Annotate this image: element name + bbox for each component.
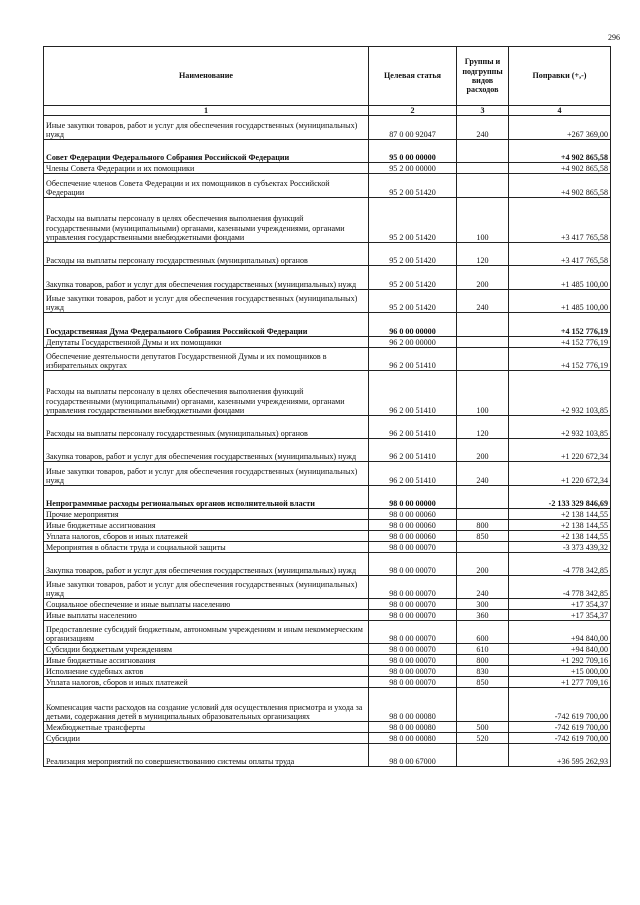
table-row xyxy=(44,621,611,644)
row-target-article: 96 2 00 51410 xyxy=(369,371,457,416)
row-name: Непрограммные расходы региональных органов исполнительной власти xyxy=(44,486,369,509)
row-amendment-amount: +4 152 776,19 xyxy=(509,313,611,337)
row-target-article: 98 0 00 00080 xyxy=(369,688,457,722)
table-row xyxy=(44,290,611,313)
table-row xyxy=(44,610,611,621)
row-name: Иные закупки товаров, работ и услуг для обеспечения государственных (муниципальных) нужд xyxy=(44,576,369,599)
row-target-article: 98 0 00 00070 xyxy=(369,644,457,655)
row-expense-group: 100 xyxy=(457,198,509,243)
row-expense-group: 850 xyxy=(457,531,509,542)
row-name: Субсидии бюджетным учреждениям xyxy=(44,644,369,655)
row-target-article: 95 2 00 51420 xyxy=(369,266,457,290)
column-number: 3 xyxy=(457,106,509,116)
row-amendment-amount: +1 220 672,34 xyxy=(509,462,611,486)
table-row xyxy=(44,140,611,163)
row-target-article: 96 2 00 00000 xyxy=(369,337,457,348)
row-name: Иные закупки товаров, работ и услуг для обеспечения государственных (муниципальных) нужд xyxy=(44,462,369,486)
row-expense-group xyxy=(457,337,509,348)
row-amendment-amount: +17 354,37 xyxy=(509,610,611,621)
row-amendment-amount: +1 485 100,00 xyxy=(509,266,611,290)
row-target-article: 96 2 00 51410 xyxy=(369,416,457,439)
row-expense-group: 520 xyxy=(457,733,509,744)
row-target-article: 96 0 00 00000 xyxy=(369,313,457,337)
row-name: Исполнение судебных актов xyxy=(44,666,369,677)
row-expense-group: 500 xyxy=(457,722,509,733)
row-name: Уплата налогов, сборов и иных платежей xyxy=(44,531,369,542)
row-name: Совет Федерации Федерального Собрания Российской Федерации xyxy=(44,140,369,163)
table-row xyxy=(44,655,611,666)
row-name: Закупка товаров, работ и услуг для обеспечения государственных (муниципальных) нужд xyxy=(44,439,369,462)
row-expense-group: 240 xyxy=(457,290,509,313)
row-amendment-amount: -3 373 439,32 xyxy=(509,542,611,553)
row-name: Иные бюджетные ассигнования xyxy=(44,655,369,666)
row-name: Члены Совета Федерации и их помощники xyxy=(44,163,369,174)
row-expense-group: 610 xyxy=(457,644,509,655)
row-name: Мероприятия в области труда и социальной защиты xyxy=(44,542,369,553)
header-target-article: Целевая статья xyxy=(369,47,457,106)
row-name: Расходы на выплаты персоналу государственных (муниципальных) органов xyxy=(44,243,369,266)
row-amendment-amount: +2 138 144,55 xyxy=(509,520,611,531)
row-name: Иные выплаты населению xyxy=(44,610,369,621)
row-name: Межбюджетные трансферты xyxy=(44,722,369,733)
table-header-row xyxy=(44,47,611,106)
row-expense-group xyxy=(457,542,509,553)
row-target-article: 98 0 00 00070 xyxy=(369,621,457,644)
row-name: Обеспечение членов Совета Федерации и их помощников в субъектах Российской Федерации xyxy=(44,174,369,198)
row-expense-group xyxy=(457,174,509,198)
row-expense-group: 200 xyxy=(457,439,509,462)
row-target-article: 98 0 00 00070 xyxy=(369,599,457,610)
row-amendment-amount: +4 152 776,19 xyxy=(509,348,611,371)
header-expense-groups: Группы и подгруппы видов расходов xyxy=(457,47,509,106)
row-amendment-amount: +267 369,00 xyxy=(509,116,611,140)
row-amendment-amount: +4 152 776,19 xyxy=(509,337,611,348)
table-row xyxy=(44,576,611,599)
row-target-article: 96 2 00 51410 xyxy=(369,462,457,486)
row-target-article: 98 0 00 00070 xyxy=(369,553,457,576)
row-amendment-amount: +36 595 262,93 xyxy=(509,744,611,767)
row-amendment-amount: +2 138 144,55 xyxy=(509,531,611,542)
row-target-article: 95 2 00 00000 xyxy=(369,163,457,174)
table-row xyxy=(44,439,611,462)
row-target-article: 98 0 00 00080 xyxy=(369,722,457,733)
row-target-article: 98 0 00 00060 xyxy=(369,509,457,520)
table-row xyxy=(44,266,611,290)
row-target-article: 95 0 00 00000 xyxy=(369,140,457,163)
row-name: Предоставление субсидий бюджетным, автономным учреждениям и иным некоммерческим организациям xyxy=(44,621,369,644)
row-amendment-amount: +1 485 100,00 xyxy=(509,290,611,313)
row-amendment-amount: -742 619 700,00 xyxy=(509,722,611,733)
row-expense-group: 240 xyxy=(457,116,509,140)
table-row xyxy=(44,243,611,266)
row-amendment-amount: -4 778 342,85 xyxy=(509,553,611,576)
row-amendment-amount: -742 619 700,00 xyxy=(509,688,611,722)
row-name: Иные бюджетные ассигнования xyxy=(44,520,369,531)
row-name: Государственная Дума Федерального Собрания Российской Федерации xyxy=(44,313,369,337)
row-target-article: 98 0 00 00070 xyxy=(369,610,457,621)
row-amendment-amount: +1 277 709,16 xyxy=(509,677,611,688)
table-body xyxy=(44,116,611,767)
row-expense-group xyxy=(457,313,509,337)
column-number: 2 xyxy=(369,106,457,116)
column-number-row xyxy=(44,106,611,116)
row-expense-group: 830 xyxy=(457,666,509,677)
row-expense-group: 850 xyxy=(457,677,509,688)
row-name: Прочие мероприятия xyxy=(44,509,369,520)
table-row xyxy=(44,542,611,553)
row-amendment-amount: +3 417 765,58 xyxy=(509,198,611,243)
row-amendment-amount: +4 902 865,58 xyxy=(509,174,611,198)
row-expense-group: 600 xyxy=(457,621,509,644)
row-expense-group: 200 xyxy=(457,553,509,576)
row-target-article: 98 0 00 67000 xyxy=(369,744,457,767)
row-target-article: 98 0 00 00070 xyxy=(369,542,457,553)
row-name: Расходы на выплаты персоналу в целях обеспечения выполнения функций государственными (муниципальными) органами, казенными учреждениями, органами управления государственными внебюджетными фондами xyxy=(44,371,369,416)
table-row xyxy=(44,733,611,744)
row-expense-group xyxy=(457,348,509,371)
row-name: Закупка товаров, работ и услуг для обеспечения государственных (муниципальных) нужд xyxy=(44,553,369,576)
row-expense-group: 240 xyxy=(457,576,509,599)
row-target-article: 98 0 00 00060 xyxy=(369,531,457,542)
row-expense-group: 800 xyxy=(457,655,509,666)
table-row xyxy=(44,744,611,767)
row-target-article: 98 0 00 00070 xyxy=(369,677,457,688)
row-expense-group xyxy=(457,744,509,767)
header-name: Наименование xyxy=(44,47,369,106)
row-target-article: 98 0 00 00080 xyxy=(369,733,457,744)
row-amendment-amount: +2 932 103,85 xyxy=(509,416,611,439)
row-target-article: 95 2 00 51420 xyxy=(369,198,457,243)
row-target-article: 95 2 00 51420 xyxy=(369,174,457,198)
table-row xyxy=(44,174,611,198)
row-expense-group xyxy=(457,688,509,722)
table-row xyxy=(44,348,611,371)
row-expense-group: 300 xyxy=(457,599,509,610)
table-row xyxy=(44,688,611,722)
table-row xyxy=(44,677,611,688)
row-name: Иные закупки товаров, работ и услуг для обеспечения государственных (муниципальных) нужд xyxy=(44,290,369,313)
row-amendment-amount: +4 902 865,58 xyxy=(509,163,611,174)
row-expense-group: 240 xyxy=(457,462,509,486)
table-row xyxy=(44,416,611,439)
table-row xyxy=(44,644,611,655)
row-target-article: 87 0 00 92047 xyxy=(369,116,457,140)
row-name: Реализация мероприятий по совершенствованию системы оплаты труда xyxy=(44,744,369,767)
row-amendment-amount: -742 619 700,00 xyxy=(509,733,611,744)
page-number: 296 xyxy=(608,33,620,42)
row-name: Иные закупки товаров, работ и услуг для обеспечения государственных (муниципальных) нужд xyxy=(44,116,369,140)
row-expense-group: 120 xyxy=(457,416,509,439)
row-expense-group: 360 xyxy=(457,610,509,621)
row-target-article: 95 2 00 51420 xyxy=(369,243,457,266)
row-amendment-amount: +2 138 144,55 xyxy=(509,509,611,520)
table-row xyxy=(44,531,611,542)
row-target-article: 98 0 00 00000 xyxy=(369,486,457,509)
table-row xyxy=(44,371,611,416)
table-row xyxy=(44,722,611,733)
row-target-article: 98 0 00 00060 xyxy=(369,520,457,531)
row-amendment-amount: +3 417 765,58 xyxy=(509,243,611,266)
table-row xyxy=(44,599,611,610)
row-name: Уплата налогов, сборов и иных платежей xyxy=(44,677,369,688)
row-expense-group: 120 xyxy=(457,243,509,266)
row-amendment-amount: +17 354,37 xyxy=(509,599,611,610)
row-expense-group xyxy=(457,509,509,520)
table-row xyxy=(44,313,611,337)
table-row xyxy=(44,462,611,486)
header-amendments: Поправки (+,-) xyxy=(509,47,611,106)
row-amendment-amount: +94 840,00 xyxy=(509,621,611,644)
row-target-article: 96 2 00 51410 xyxy=(369,348,457,371)
row-expense-group xyxy=(457,486,509,509)
row-target-article: 98 0 00 00070 xyxy=(369,576,457,599)
row-name: Компенсация части расходов на создание условий для осуществления присмотра и ухода за детьми, содержания детей в муниципальных образовательных организациях xyxy=(44,688,369,722)
row-amendment-amount: -2 133 329 846,69 xyxy=(509,486,611,509)
row-expense-group: 100 xyxy=(457,371,509,416)
table-row xyxy=(44,486,611,509)
row-name: Расходы на выплаты персоналу государственных (муниципальных) органов xyxy=(44,416,369,439)
row-target-article: 98 0 00 00070 xyxy=(369,655,457,666)
table-row xyxy=(44,116,611,140)
row-name: Субсидии xyxy=(44,733,369,744)
table-row xyxy=(44,337,611,348)
budget-amendments-table xyxy=(43,46,611,767)
table-row xyxy=(44,198,611,243)
row-name: Обеспечение деятельности депутатов Государственной Думы и их помощников в избирательных округах xyxy=(44,348,369,371)
column-number: 1 xyxy=(44,106,369,116)
row-target-article: 95 2 00 51420 xyxy=(369,290,457,313)
row-name: Социальное обеспечение и иные выплаты населению xyxy=(44,599,369,610)
row-amendment-amount: +2 932 103,85 xyxy=(509,371,611,416)
column-number: 4 xyxy=(509,106,611,116)
row-target-article: 96 2 00 51410 xyxy=(369,439,457,462)
table-row xyxy=(44,509,611,520)
table-row xyxy=(44,553,611,576)
row-expense-group: 200 xyxy=(457,266,509,290)
row-amendment-amount: +4 902 865,58 xyxy=(509,140,611,163)
row-name: Депутаты Государственной Думы и их помощники xyxy=(44,337,369,348)
row-name: Расходы на выплаты персоналу в целях обеспечения выполнения функций государственными (муниципальными) органами, казенными учреждениями, органами управления государственными внебюджетными фондами xyxy=(44,198,369,243)
table-row xyxy=(44,520,611,531)
row-expense-group: 800 xyxy=(457,520,509,531)
row-expense-group xyxy=(457,140,509,163)
table-row xyxy=(44,666,611,677)
row-amendment-amount: +1 292 709,16 xyxy=(509,655,611,666)
row-target-article: 98 0 00 00070 xyxy=(369,666,457,677)
row-amendment-amount: +94 840,00 xyxy=(509,644,611,655)
row-amendment-amount: +15 000,00 xyxy=(509,666,611,677)
row-amendment-amount: +1 220 672,34 xyxy=(509,439,611,462)
row-name: Закупка товаров, работ и услуг для обеспечения государственных (муниципальных) нужд xyxy=(44,266,369,290)
row-amendment-amount: -4 778 342,85 xyxy=(509,576,611,599)
row-expense-group xyxy=(457,163,509,174)
table-row xyxy=(44,163,611,174)
